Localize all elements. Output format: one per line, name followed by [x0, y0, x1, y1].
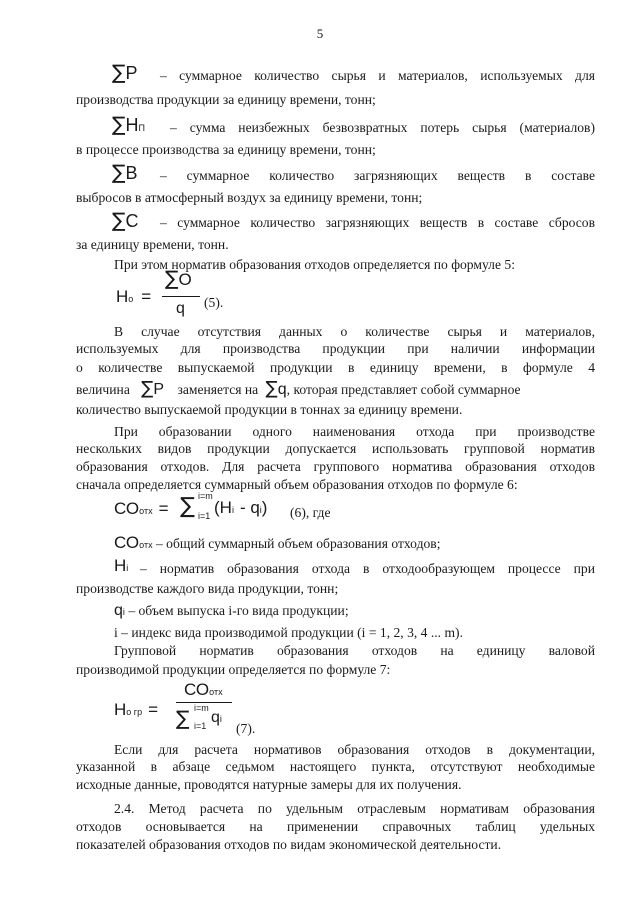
para-24-line3: показателей образования отходов по видам экономической деятельности.: [76, 837, 502, 852]
sum-c-symbol: ∑С: [112, 208, 139, 232]
para-24-line1: 2.4. Метод расчета по удельным отраслевым нормативам образования: [114, 801, 595, 816]
qi-definition: qi – объем выпуска i-го вида продукции;: [114, 602, 349, 619]
formula7-label: (7).: [236, 721, 256, 736]
hi-def-line2: производстве каждого вида продукции, тонн;: [76, 581, 339, 596]
co-definition: СОотх – общий суммарный объем образования отходов;: [114, 533, 441, 552]
sigma-icon: ∑: [141, 378, 154, 399]
page-number: 5: [316, 26, 324, 41]
sum-np-symbol: ∑НП: [112, 112, 145, 136]
para-group-line2: нескольких видов продукции допускается использовать групповой норматив: [76, 441, 595, 456]
sum-np-line1: – сумма неизбежных безвозвратных потерь сырья (материалов): [170, 120, 595, 135]
para-24-line2: отходов основывается на применении справочных таблиц удельных: [76, 819, 595, 834]
sigma-icon: ∑: [265, 378, 278, 399]
formula5-fraction-bar: [162, 296, 200, 297]
formula6-lower-limit: i=1: [198, 511, 211, 521]
para-absence-line2: используемых для производства продукции при наличии информации: [76, 341, 595, 356]
sigma-icon: ∑: [112, 112, 126, 136]
formula5-numerator: ∑О: [165, 266, 192, 290]
sigma-icon: ∑: [165, 266, 179, 290]
formula5-denominator: q: [176, 300, 185, 317]
formula6-body: (Нi - qi): [214, 498, 268, 517]
sigma-icon: ∑: [112, 160, 126, 184]
sum-p-symbol: ∑P: [112, 60, 138, 84]
sum-np-line2: в процессе производства за единицу времени, тонн;: [76, 142, 376, 157]
formula6-label: (6), где: [290, 505, 331, 520]
formula6-upper-limit: i=m: [198, 491, 213, 501]
para-docs-line2: указанной в абзаце седьмом настоящего пункта, отсутствуют необходимые: [76, 759, 595, 774]
sum-p-line1: – суммарное количество сырья и материалов, используемых для: [160, 68, 595, 83]
para-docs-line1: Если для расчета нормативов образования отходов в документации,: [114, 742, 595, 757]
formula5-intro: При этом норматив образования отходов определяется по формуле 5:: [114, 257, 515, 272]
para-absence-line3: о количестве выпускаемой продукции в единицу времени, в формуле 4: [76, 360, 595, 375]
para-absence-line4: величина ∑P заменяется на ∑q, которая представляет собой суммарное: [76, 378, 521, 399]
sum-b-line2: выбросов в атмосферный воздух за единицу времени, тонн;: [76, 190, 423, 205]
para-group2-line1: Групповой норматив образования отходов на единицу валовой: [114, 643, 595, 658]
formula7-upper-limit: i=m: [194, 703, 209, 713]
formula7-sum: [176, 706, 189, 730]
para-group-line4: сначала определяется суммарный объем образования отходов по формуле 6:: [76, 477, 518, 492]
sum-b-line1: – суммарное количество загрязняющих веществ в составе: [160, 168, 595, 183]
formula7-denominator-q: qi: [211, 709, 222, 726]
sum-c-line2: за единицу времени, тонн.: [76, 237, 229, 252]
para-group-line3: образования отходов. Для расчета группового норматива образования отходов: [76, 459, 595, 474]
sigma-icon: ∑: [112, 60, 126, 84]
formula7-lower-limit: i=1: [194, 721, 207, 731]
sigma-icon: ∑: [176, 706, 190, 730]
formula6-lhs: СОотх =: [114, 499, 169, 518]
para-group-line1: При образовании одного наименования отхода при производстве: [114, 424, 595, 439]
formula5-lhs: Но =: [116, 287, 152, 306]
sum-p-line2: производства продукции за единицу времени, тонн;: [76, 92, 376, 107]
sigma-icon: ∑: [112, 208, 126, 232]
i-definition: i – индекс вида производимой продукции (i = 1, 2, 3, 4 ... m).: [114, 625, 463, 640]
formula6-sum: [180, 494, 195, 519]
formula7-numerator: СОотх: [184, 680, 223, 699]
para-absence-line5: количество выпускаемой продукции в тоннах за единицу времени.: [76, 402, 463, 417]
hi-symbol: Нi: [114, 556, 129, 575]
para-group2-line2: производимой продукции определяется по формуле 7:: [76, 662, 391, 677]
sum-b-symbol: ∑В: [112, 160, 138, 184]
formula7-lhs: Но гр =: [114, 700, 159, 719]
para-docs-line3: исходные данные, проводятся натурные замеры для их получения.: [76, 777, 462, 792]
formula5-label: (5).: [204, 295, 224, 310]
hi-def-line1: – норматив образования отхода в отходообразующем процессе при: [140, 561, 595, 576]
sum-c-line1: – суммарное количество загрязняющих веществ в составе сбросов: [160, 215, 595, 230]
para-absence-line1: В случае отсутствия данных о количестве сырья и материалов,: [114, 324, 595, 339]
sigma-icon: ∑: [180, 494, 195, 519]
